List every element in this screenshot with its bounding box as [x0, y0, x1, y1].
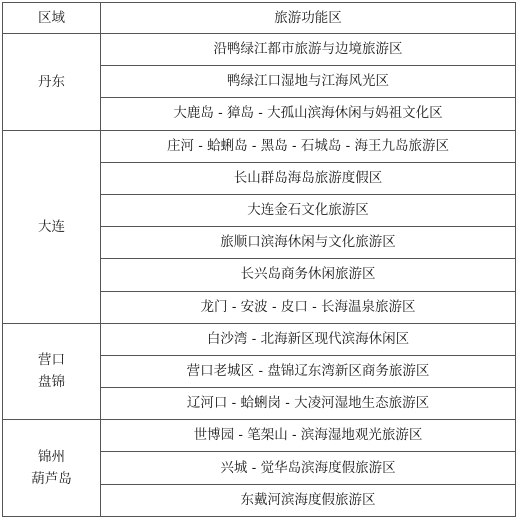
table-row: [3, 130, 516, 162]
region-cell-jinzhou-huludao: [3, 420, 101, 517]
table-row: [3, 420, 516, 452]
zone-column-header: 旅游功能区: [101, 3, 516, 34]
zone-cell: 沿鸭绿江都市旅游与边境旅游区: [101, 34, 516, 66]
zone-cell: 大连金石文化旅游区: [101, 194, 516, 226]
zone-cell: 长山群岛海岛旅游度假区: [101, 162, 516, 194]
zone-cell: 大鹿岛 - 獐岛 - 大孤山滨海休闲与妈祖文化区: [101, 98, 516, 130]
region-cell-yingkou-panjin: [3, 323, 101, 420]
zone-cell: 营口老城区 - 盘锦辽东湾新区商务旅游区: [101, 355, 516, 387]
zone-cell: 长兴岛商务休闲旅游区: [101, 259, 516, 291]
zone-cell: 庄河 - 蛤蜊岛 - 黑岛 - 石城岛 - 海王九岛旅游区: [101, 130, 516, 162]
zone-cell: 兴城 - 觉华岛滨海度假旅游区: [101, 452, 516, 484]
table-row: [3, 34, 516, 66]
tourism-zone-table: [2, 2, 516, 517]
zone-cell: 世博园 - 笔架山 - 滨海湿地观光旅游区: [101, 420, 516, 452]
region-label-line: 大连: [38, 218, 65, 235]
region-label-line: 营口: [38, 352, 65, 369]
region-cell-dandong: [3, 34, 101, 131]
table-row: [3, 323, 516, 355]
zone-cell: 鸭绿江口湿地与江海风光区: [101, 66, 516, 98]
zone-cell: 旅顺口滨海休闲与文化旅游区: [101, 227, 516, 259]
zone-cell: 辽河口 - 蛤蜊岗 - 大凌河湿地生态旅游区: [101, 388, 516, 420]
region-label-line: 盘锦: [38, 374, 65, 391]
region-column-header: 区域: [3, 3, 101, 34]
region-label: [38, 71, 65, 93]
zone-cell: 龙门 - 安波 - 皮口 - 长海温泉旅游区: [101, 291, 516, 323]
region-label: [31, 446, 72, 490]
region-label-line: 葫芦岛: [31, 471, 72, 488]
zone-cell: 东戴河滨海度假旅游区: [101, 484, 516, 516]
region-cell-dalian: [3, 130, 101, 323]
table-header-row: [3, 3, 516, 34]
region-label-line: 锦州: [38, 449, 65, 466]
tourism-zone-table-container: [2, 2, 515, 517]
region-label: [38, 349, 65, 393]
region-label: [38, 216, 65, 238]
region-label-line: 丹东: [38, 73, 65, 90]
zone-cell: 白沙湾 - 北海新区现代滨海休闲区: [101, 323, 516, 355]
